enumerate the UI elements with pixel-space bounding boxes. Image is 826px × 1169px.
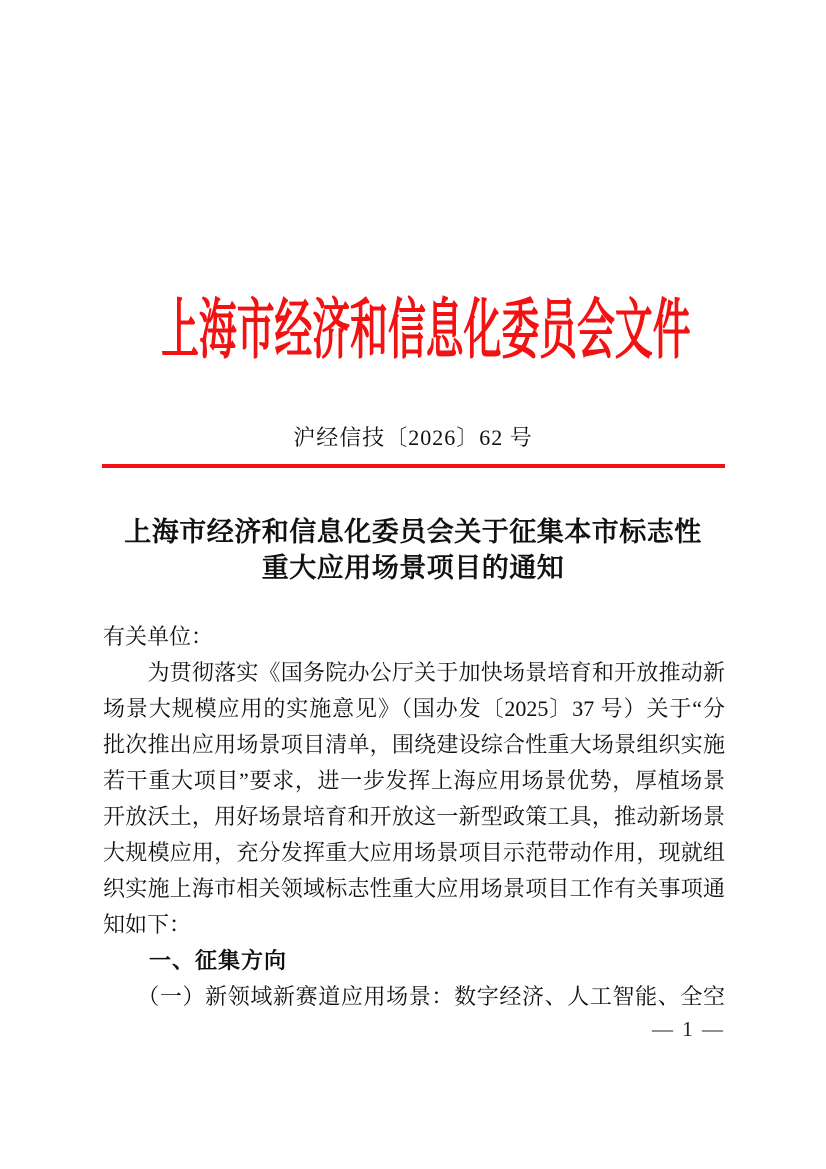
body-line: 大规模应用，充分发挥重大应用场景项目示范带动作用，现就组 — [103, 840, 725, 865]
document-body — [103, 619, 725, 1015]
body-line: 开放沃土，用好场景培育和开放这一新型政策工具，推动新场景 — [103, 804, 725, 829]
body-line: 若干重大项目”要求，进一步发挥上海应用场景优势，厚植场景 — [103, 768, 725, 793]
document-title-line-2: 重大应用场景项目的通知 — [261, 553, 565, 583]
body-line: 一、征集方向 — [103, 948, 288, 973]
page-number: — 1 — — [652, 1017, 725, 1041]
body-line: 场景大规模应用的实施意见》（国办发〔2025〕37 号）关于“分 — [103, 696, 725, 721]
header-divider-line — [102, 464, 725, 468]
document-reference-number: 沪经信技〔2026〕62 号 — [293, 425, 533, 450]
body-line: 有关单位： — [103, 624, 214, 649]
agency-banner-title: 上海市经济和信息化委员会文件 — [161, 291, 691, 368]
document-title — [0, 514, 826, 586]
body-line: 知如下： — [103, 912, 192, 937]
body-line: 批次推出应用场景项目清单，围绕建设综合性重大场景组织实施 — [103, 732, 725, 757]
body-line: 织实施上海市相关领域标志性重大应用场景项目工作有关事项通 — [103, 876, 725, 901]
body-line: （一）新领域新赛道应用场景：数字经济、人工智能、全空 — [103, 984, 725, 1009]
document-title-line-1: 上海市经济和信息化委员会关于征集本市标志性 — [124, 517, 702, 547]
body-line: 为贯彻落实《国务院办公厅关于加快场景培育和开放推动新 — [103, 660, 725, 685]
